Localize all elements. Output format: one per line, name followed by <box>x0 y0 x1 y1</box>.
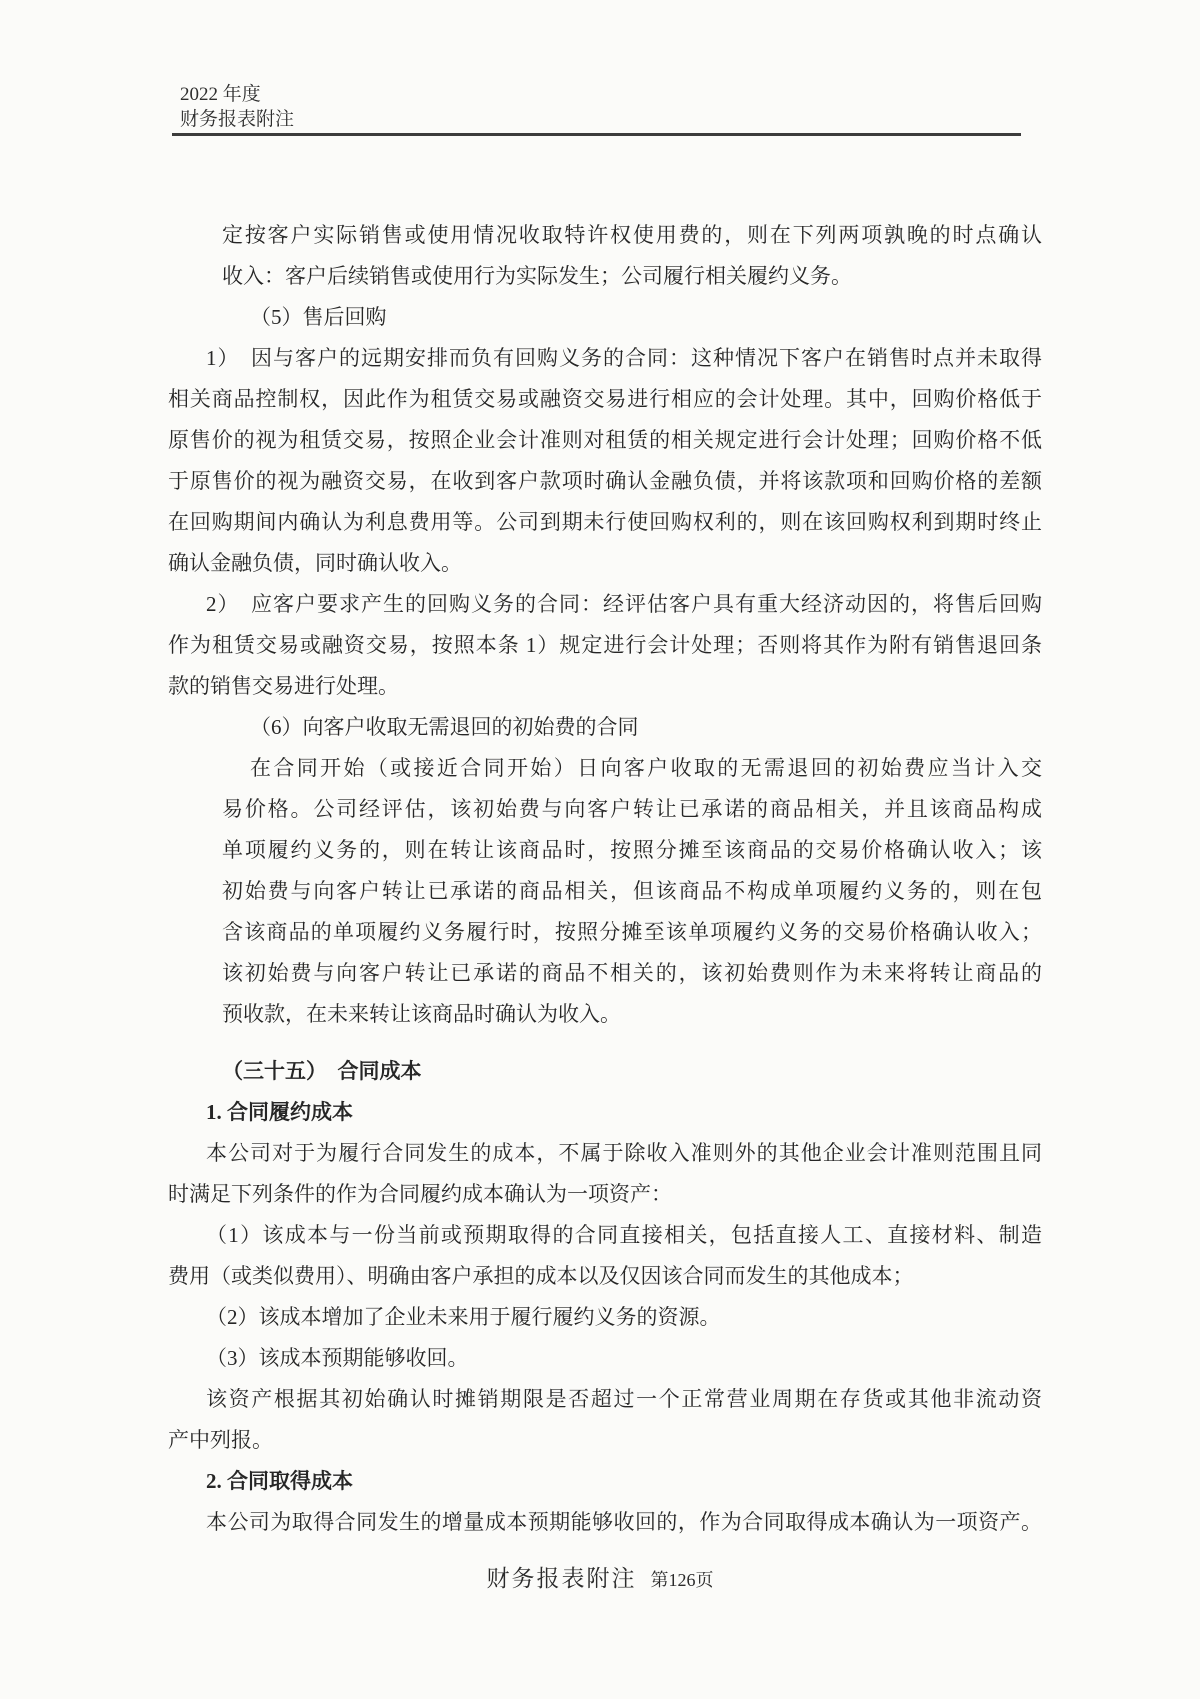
page-footer <box>0 1560 1200 1593</box>
document-line: 产中列报。 <box>168 1428 273 1452</box>
document-line: （3）该成本预期能够收回。 <box>206 1346 469 1370</box>
document-line: 定按客户实际销售或使用情况收取特许权使用费的，则在下列两项孰晚的时点确认 <box>222 223 1042 247</box>
document-line: 费用（或类似费用）、明确由客户承担的成本以及仅因该合同而发生的其他成本； <box>168 1264 914 1288</box>
document-line: 于原售价的视为融资交易，在收到客户款项时确认金融负债，并将该款项和回购价格的差额 <box>168 469 1042 493</box>
document-line: 收入：客户后续销售或使用行为实际发生；公司履行相关履约义务。 <box>222 264 852 288</box>
document-line: 确认金融负债，同时确认收入。 <box>168 551 462 575</box>
footer-title: 财务报表附注 <box>486 1566 637 1591</box>
document-line: 本公司为取得合同发生的增量成本预期能够收回的，作为合同取得成本确认为一项资产。 <box>206 1510 1042 1534</box>
document-line: 含该商品的单项履约义务履行时，按照分摊至该单项履约义务的交易价格确认收入； <box>222 920 1042 944</box>
document-line: 在合同开始（或接近合同开始）日向客户收取的无需退回的初始费应当计入交 <box>250 756 1042 780</box>
document-line: 预收款，在未来转让该商品时确认为收入。 <box>222 1002 621 1026</box>
document-line: 在回购期间内确认为利息费用等。公司到期未行使回购权利的，则在该回购权利到期时终止 <box>168 510 1042 534</box>
document-line: （5）售后回购 <box>250 305 387 329</box>
header-rule <box>172 133 1021 136</box>
document-line: 款的销售交易进行处理。 <box>168 674 399 698</box>
document-line: （1）该成本与一份当前或预期取得的合同直接相关，包括直接人工、直接材料、制造 <box>206 1223 1042 1247</box>
document-line: 单项履约义务的，则在转让该商品时，按照分摊至该商品的交易价格确认收入；该 <box>222 838 1042 862</box>
document-line: 2. 合同取得成本 <box>206 1469 353 1493</box>
document-line: 原售价的视为租赁交易，按照企业会计准则对租赁的相关规定进行会计处理；回购价格不低 <box>168 428 1042 452</box>
document-line: 初始费与向客户转让已承诺的商品相关，但该商品不构成单项履约义务的，则在包 <box>222 879 1042 903</box>
document-line: （6）向客户收取无需退回的初始费的合同 <box>250 715 639 739</box>
document-line: 1） 因与客户的远期安排而负有回购义务的合同：这种情况下客户在销售时点并未取得 <box>206 346 1042 370</box>
document-line: 该资产根据其初始确认时摊销期限是否超过一个正常营业周期在存货或其他非流动资 <box>206 1387 1042 1411</box>
document-line: 易价格。公司经评估，该初始费与向客户转让已承诺的商品相关，并且该商品构成 <box>222 797 1042 821</box>
document-line: 1. 合同履约成本 <box>206 1100 353 1124</box>
document-body <box>168 215 1042 1543</box>
header-title: 财务报表附注 <box>180 109 295 130</box>
document-line: 相关商品控制权，因此作为租赁交易或融资交易进行相应的会计处理。其中，回购价格低于 <box>168 387 1042 411</box>
document-line: 作为租赁交易或融资交易，按照本条 1）规定进行会计处理；否则将其作为附有销售退回条 <box>168 633 1042 657</box>
document-line: （2）该成本增加了企业未来用于履行履约义务的资源。 <box>206 1305 721 1329</box>
footer-page-number: 第126页 <box>650 1570 714 1590</box>
header-year: 2022 年度 <box>180 84 261 105</box>
page-header <box>180 82 294 132</box>
document-line: 2） 应客户要求产生的回购义务的合同：经评估客户具有重大经济动因的，将售后回购 <box>206 592 1042 616</box>
document-line: 该初始费与向客户转让已承诺的商品不相关的，该初始费则作为未来将转让商品的 <box>222 961 1042 985</box>
document-line: 本公司对于为履行合同发生的成本，不属于除收入准则外的其他企业会计准则范围且同 <box>206 1141 1042 1165</box>
document-line: （三十五） 合同成本 <box>222 1059 422 1083</box>
document-line: 时满足下列条件的作为合同履约成本确认为一项资产： <box>168 1182 672 1206</box>
